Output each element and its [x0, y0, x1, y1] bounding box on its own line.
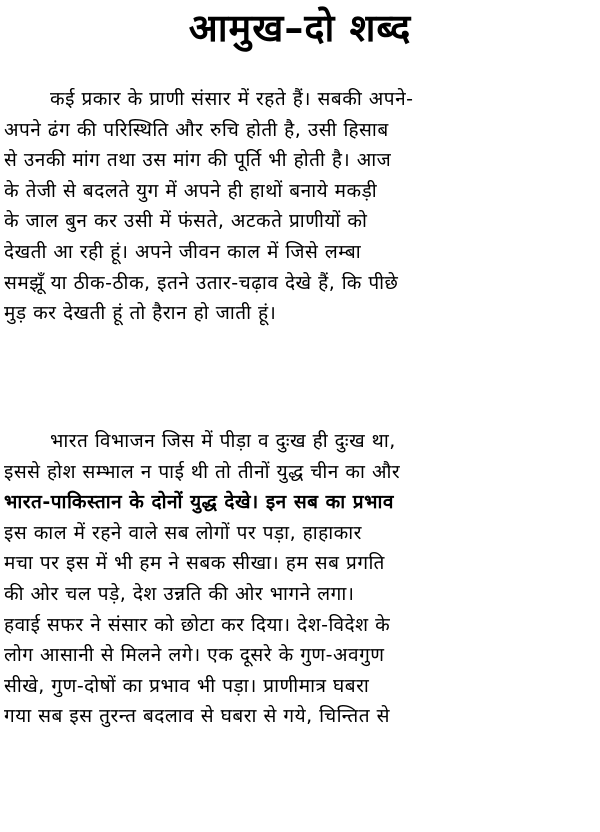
text-line: गया सब इस तुरन्त बदलाव से घबरा से गये, चिन्तित से [4, 705, 390, 728]
text-line: देखती आ रही हूं। अपने जीवन काल में जिसे लम्बा [4, 240, 362, 263]
text-line: इससे होश सम्भाल न पाई थी तो तीनों युद्ध चीन का और [4, 460, 401, 483]
text-line: सीखे, गुण-दोषों का प्रभाव भी पड़ा। प्राणीमात्र घबरा [4, 674, 370, 697]
text-line: कई प्रकार के प्राणी संसार में रहते हैं। सबकी अपने- [50, 88, 414, 110]
paragraph-1 [4, 84, 596, 329]
text-line: समझूँ या ठीक-ठीक, इतने उतार-चढ़ाव देखे हैं, कि पीछे [4, 271, 399, 294]
text-line: भारत-पाकिस्तान के दोनों युद्ध देखे। इन सब का प्रभाव [4, 491, 394, 514]
text-line: की ओर चल पड़े, देश उन्नति की ओर भागने लगा। [4, 582, 355, 605]
text-line: मचा पर इस में भी हम ने सबक सीखा। हम सब प्रगति [4, 552, 385, 575]
text-line: अपने ढंग की परिस्थिति और रुचि होती है, उसी हिसाब [4, 118, 389, 141]
text-line: के जाल बुन कर उसी में फंसते, अटकते प्राणीयों को [4, 210, 368, 233]
text-line: इस काल में रहने वाले सब लोगों पर पड़ा, हाहाकार [4, 521, 362, 544]
text-line: लोग आसानी से मिलने लगे। एक दूसरे के गुण-अवगुण [4, 644, 385, 667]
paragraph-2 [4, 426, 596, 732]
text-line: से उनकी मांग तथा उस मांग की पूर्ति भी होती है। आज [4, 149, 392, 172]
text-line: भारत विभाजन जिस में पीड़ा व दुःख ही दुःख था, [50, 430, 396, 452]
page-title: आमुख–दो शब्द [188, 6, 412, 50]
text-line: मुड़ कर देखती हूं तो हैरान हो जाती हूं। [4, 302, 277, 325]
text-line: के तेजी से बदलते युग में अपने ही हाथों बनाये मकड़ी [4, 179, 378, 202]
text-line: हवाई सफर ने संसार को छोटा कर दिया। देश-विदेश के [4, 613, 391, 636]
